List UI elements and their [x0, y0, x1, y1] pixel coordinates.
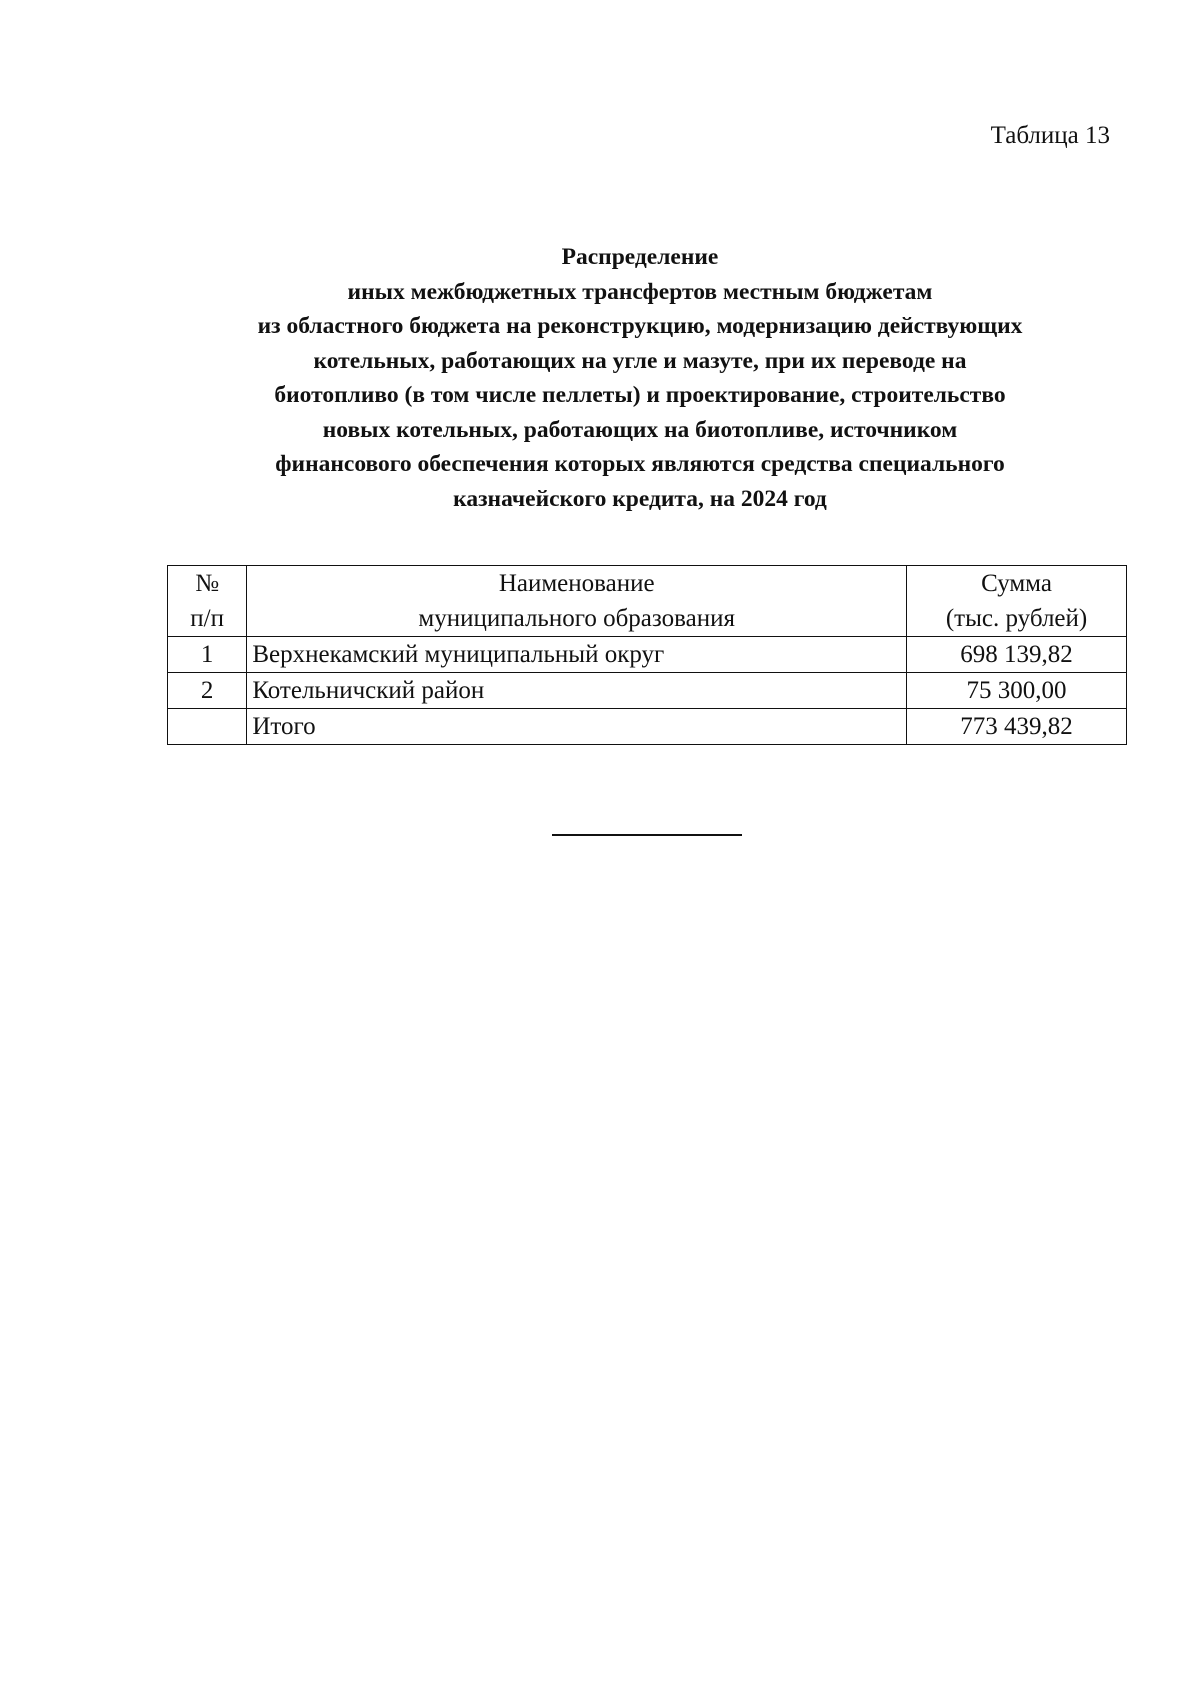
- title-line: биотопливо (в том числе пеллеты) и проектирование, строительство: [274, 382, 1006, 408]
- table-header-row: [168, 566, 1127, 637]
- distribution-table: [167, 565, 1127, 745]
- header-sum-line: (тыс. рублей): [945, 605, 1088, 632]
- end-of-table-rule: [552, 834, 742, 836]
- title-line: котельных, работающих на угле и мазуте, при их переводе на: [313, 347, 967, 374]
- header-num-cell: [168, 566, 247, 637]
- title-line: финансового обеспечения которых являются средства специального: [275, 451, 1005, 477]
- header-name-line: муниципального образования: [418, 605, 735, 632]
- header-num-line: п/п: [190, 605, 225, 632]
- title-line: из областного бюджета на реконструкцию, модернизацию действующих: [257, 313, 1023, 339]
- row-sum-cell: 698 139,82: [907, 637, 1127, 673]
- title-line: казначейского кредита, на 2024 год: [453, 485, 827, 512]
- header-name-line: Наименование: [498, 570, 655, 597]
- header-name-cell: [247, 566, 907, 637]
- header-num-line: №: [195, 570, 220, 597]
- table-row: [168, 673, 1127, 709]
- table-number-label: Таблица 13: [990, 122, 1110, 149]
- total-sum-cell: 773 439,82: [907, 709, 1127, 745]
- header-sum-line: Сумма: [981, 570, 1052, 597]
- title-line: новых котельных, работающих на биотопливе, источником: [322, 416, 958, 443]
- total-label-cell: Итого: [247, 709, 907, 745]
- header-sum-cell: [907, 566, 1127, 637]
- table-row: [168, 637, 1127, 673]
- document-title: [150, 240, 1130, 516]
- table-total-row: [168, 709, 1127, 745]
- title-line: иных межбюджетных трансфертов местным бюджетам: [347, 278, 933, 305]
- row-num-cell: [168, 709, 247, 745]
- row-num-cell: 1: [168, 637, 247, 673]
- title-line: Распределение: [561, 244, 719, 270]
- row-num-cell: 2: [168, 673, 247, 709]
- row-name-cell: Котельничский район: [247, 673, 907, 709]
- row-name-cell: Верхнекамский муниципальный округ: [247, 637, 907, 673]
- row-sum-cell: 75 300,00: [907, 673, 1127, 709]
